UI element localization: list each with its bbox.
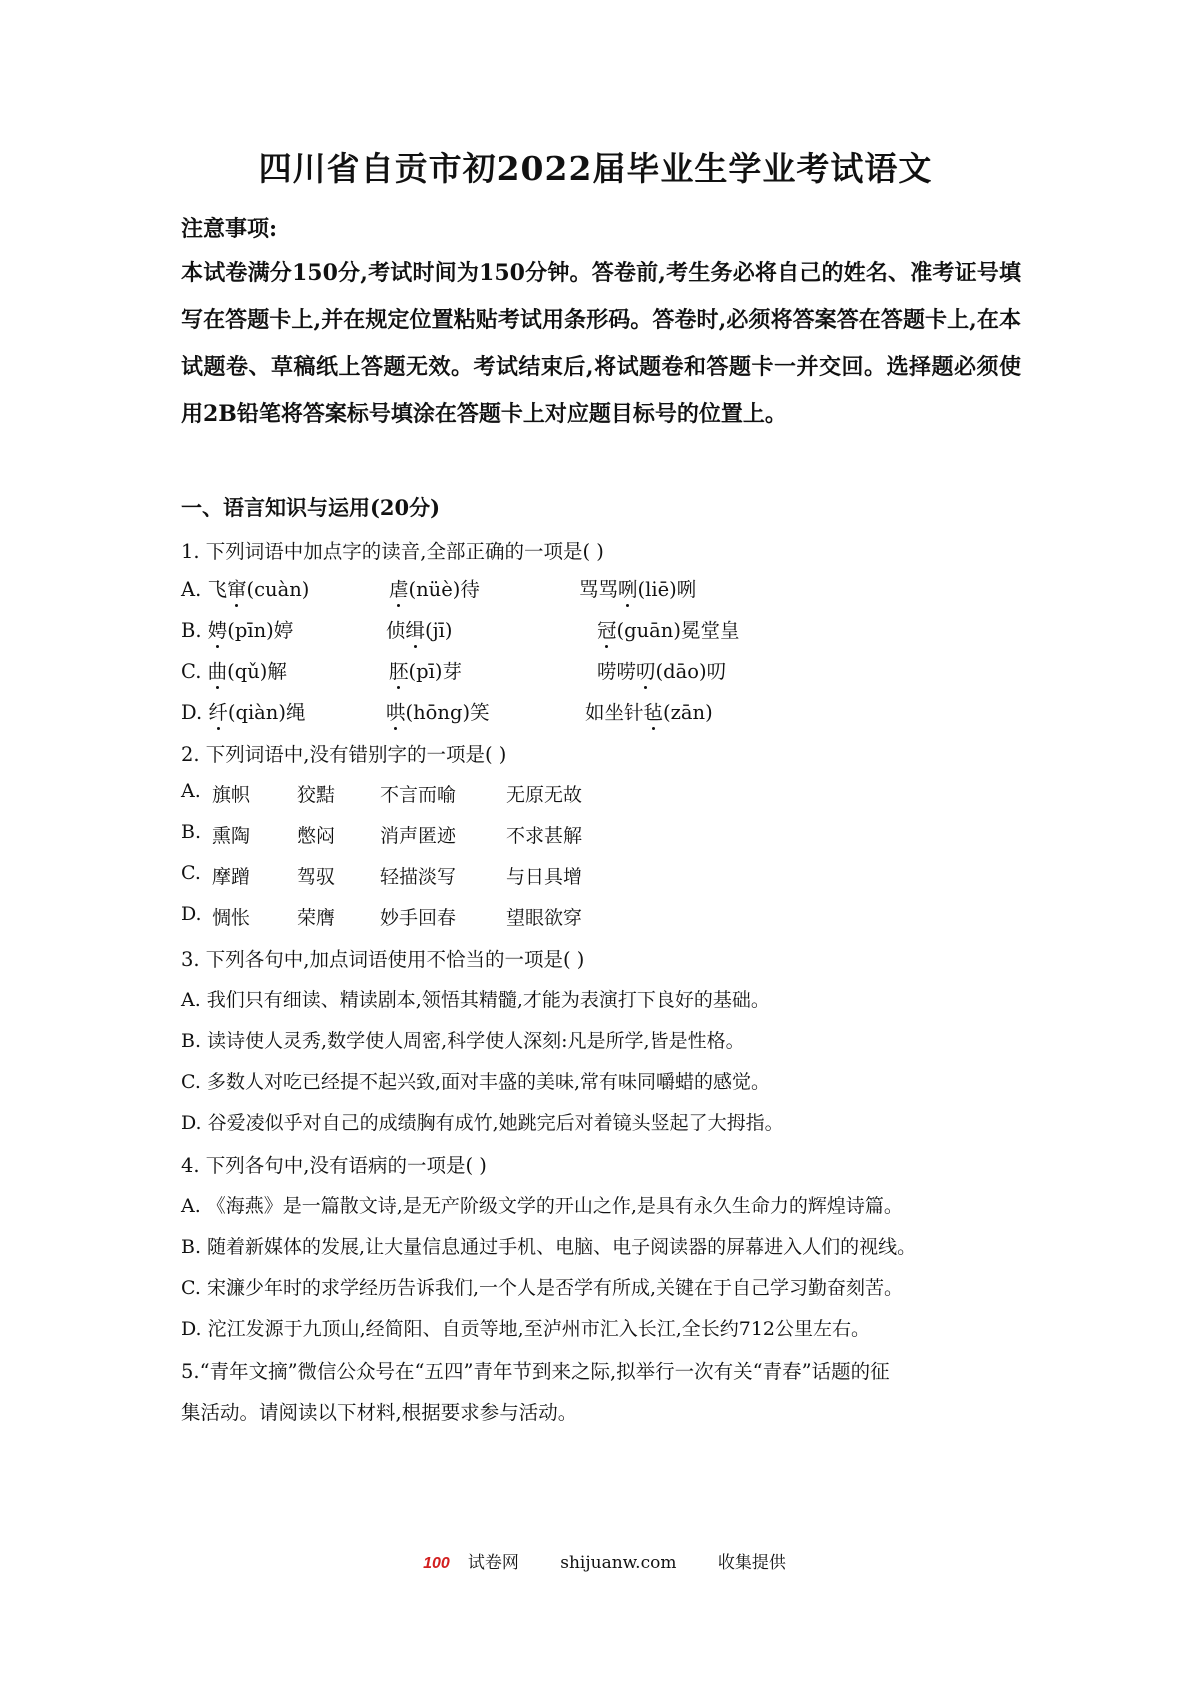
footer-site[interactable] bbox=[405, 1553, 519, 1573]
q2-option-a-4: 无原无故 bbox=[506, 784, 583, 806]
footer-credit: 收集提供 bbox=[717, 1553, 786, 1573]
q2-option-a-label: A. bbox=[181, 780, 201, 802]
q1-option-b-1: B. 娉(pīn)婷 bbox=[181, 615, 293, 643]
q4-option-a: A. 《海燕》是一篇散文诗,是无产阶级文学的开山之作,是具有永久生命力的辉煌诗篇。 bbox=[181, 1195, 903, 1217]
question-5-line-1: 5.“青年文摘”微信公众号在“五四”青年节到来之际,拟举行一次有关“青春”话题的征 bbox=[181, 1360, 890, 1383]
q2-option-a-1: 旗帜 bbox=[212, 784, 251, 806]
question-5-line-2: 集活动。请阅读以下材料,根据要求参与活动。 bbox=[181, 1401, 578, 1424]
q2-option-d-3: 妙手回春 bbox=[380, 907, 457, 929]
q1-option-b-2: 侦缉(jī) bbox=[386, 615, 453, 643]
page-title: 四川省自贡市初2022届毕业生学业考试语文 bbox=[258, 149, 933, 188]
q2-option-d-4: 望眼欲穿 bbox=[506, 907, 583, 929]
q1-option-c-3: 唠唠叨(dāo)叨 bbox=[597, 656, 726, 684]
q2-option-b-2: 憋闷 bbox=[297, 825, 336, 847]
q2-option-d-1: 惆怅 bbox=[212, 907, 251, 929]
footer-url[interactable]: shijuanw.com bbox=[560, 1553, 677, 1573]
q1-option-c-2: 胚(pī)芽 bbox=[389, 656, 462, 684]
footer-site-name: 试卷网 bbox=[467, 1553, 519, 1573]
q1-option-d-1: D. 纤(qiàn)绳 bbox=[181, 697, 305, 725]
q3-option-a: A. 我们只有细读、精读剧本,领悟其精髓,才能为表演打下良好的基础。 bbox=[181, 989, 770, 1011]
q1-option-d-3: 如坐针毡(zān) bbox=[585, 697, 713, 725]
q4-option-c: C. 宋濂少年时的求学经历告诉我们,一个人是否学有所成,关键在于自己学习勤奋刻苦。 bbox=[181, 1277, 904, 1299]
q3-option-d: D. 谷爱凌似乎对自己的成绩胸有成竹,她跳完后对着镜头竖起了大拇指。 bbox=[181, 1112, 784, 1134]
q1-option-c-1: C. 曲(qǔ)解 bbox=[181, 656, 287, 684]
site-logo: 100 bbox=[423, 1555, 450, 1572]
q3-option-b: B. 读诗使人灵秀,数学使人周密,科学使人深刻:凡是所学,皆是性格。 bbox=[181, 1030, 745, 1052]
q1-option-a-3: 骂骂咧(liē)咧 bbox=[579, 574, 696, 602]
q2-option-d-label: D. bbox=[181, 903, 202, 925]
q2-option-b-label: B. bbox=[181, 821, 202, 843]
question-2-stem: 2. 下列词语中,没有错别字的一项是( ) bbox=[181, 743, 507, 766]
q1-option-d-2: 哄(hōng)笑 bbox=[386, 697, 490, 725]
q4-option-b: B. 随着新媒体的发展,让大量信息通过手机、电脑、电子阅读器的屏幕进入人们的视线。 bbox=[181, 1236, 917, 1258]
question-4-stem: 4. 下列各句中,没有语病的一项是( ) bbox=[181, 1154, 487, 1177]
q2-option-c-1: 摩蹭 bbox=[212, 866, 251, 888]
q2-option-b-4: 不求甚解 bbox=[506, 825, 583, 847]
question-1-stem: 1. 下列词语中加点字的读音,全部正确的一项是( ) bbox=[181, 540, 604, 563]
q2-option-a-2: 狡黠 bbox=[297, 784, 336, 806]
notes-body: 本试卷满分150分,考试时间为150分钟。答卷前,考生务必将自己的姓名、准考证号填写在答题卡上,并在规定位置粘贴考试用条形码。答卷时,必须将答案答在答题卡上,在本试题卷、草稿纸上答题无效。考试结束后,将试题卷和答题卡一并交回。选择题必须使用2B铅笔将答案标号填涂在答题卡上对应题目标号的位置上。 bbox=[181, 260, 1021, 427]
question-3-stem: 3. 下列各句中,加点词语使用不恰当的一项是( ) bbox=[181, 948, 585, 971]
q2-option-b-1: 熏陶 bbox=[212, 825, 251, 847]
q1-option-b-3: 冠(guān)冕堂皇 bbox=[597, 615, 739, 643]
q2-option-d-2: 荣膺 bbox=[297, 907, 336, 929]
q2-option-c-2: 驾驭 bbox=[297, 866, 336, 888]
q4-option-d: D. 沱江发源于九顶山,经简阳、自贡等地,至泸州市汇入长江,全长约712公里左右。 bbox=[181, 1318, 871, 1340]
page-footer bbox=[0, 1548, 1191, 1573]
q2-option-a-3: 不言而喻 bbox=[380, 784, 457, 806]
q3-option-c: C. 多数人对吃已经提不起兴致,面对丰盛的美味,常有味同嚼蜡的感觉。 bbox=[181, 1071, 771, 1093]
q1-option-a-1: A. 飞窜(cuàn) bbox=[181, 574, 309, 602]
q2-option-c-4: 与日具增 bbox=[506, 866, 583, 888]
q2-option-c-label: C. bbox=[181, 862, 201, 884]
q2-option-c-3: 轻描淡写 bbox=[380, 866, 457, 888]
q1-option-a-2: 虐(nüè)待 bbox=[389, 574, 480, 602]
section-heading: 一、语言知识与运用(20分) bbox=[181, 495, 441, 520]
notes-heading: 注意事项: bbox=[181, 216, 278, 242]
q2-option-b-3: 消声匿迹 bbox=[380, 825, 457, 847]
